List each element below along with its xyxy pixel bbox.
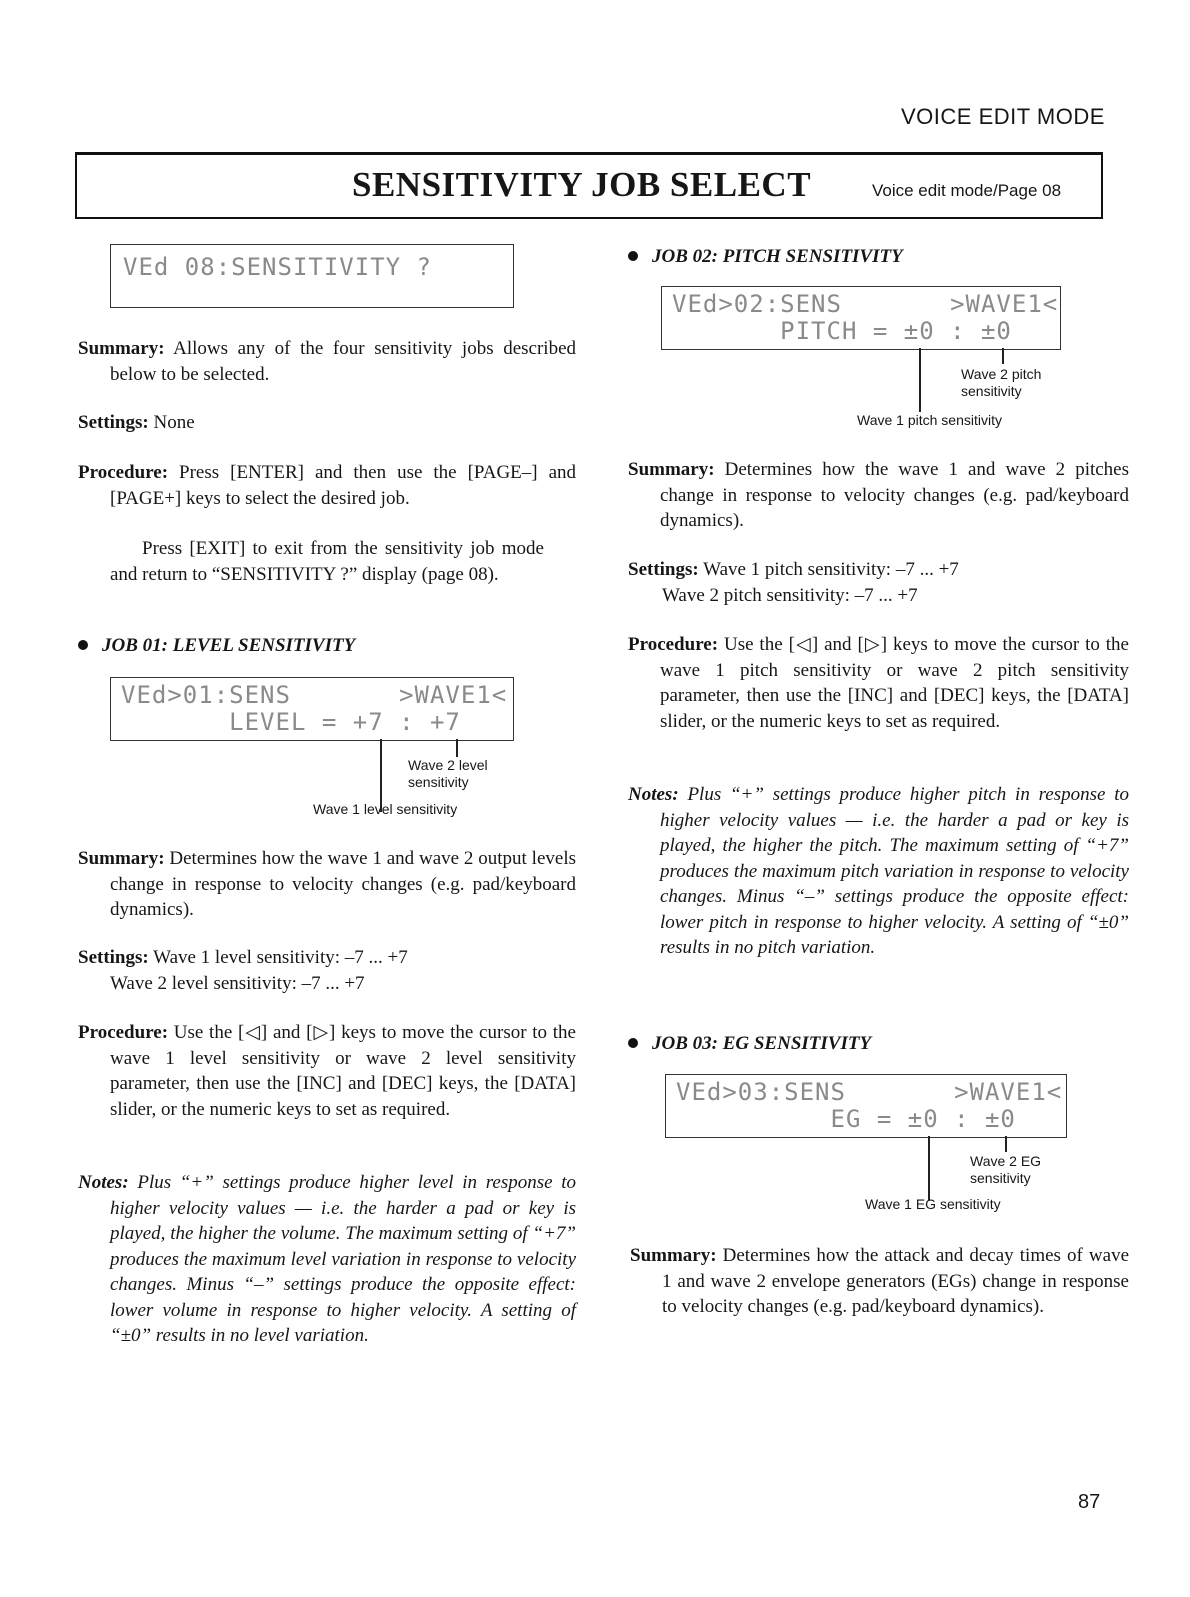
lcd-display-job02 [661,286,1061,350]
callout-wave2-line2: sensitivity [970,1170,1031,1186]
job03-heading-text: JOB 03: EG SENSITIVITY [652,1033,872,1054]
bullet-icon [628,251,638,261]
job02-heading-text: JOB 02: PITCH SENSITIVITY [652,246,903,267]
summary-text: Allows any of the four sensitivity jobs described below to be selected. [110,338,576,385]
callout-wave2-line1: Wave 2 EG [970,1153,1042,1169]
callout-wave2 [961,366,1041,400]
job02-notes [628,782,1129,961]
lcd-line: VEd 08:SENSITIVITY ? [123,253,432,281]
procedure-paragraph [78,460,576,511]
procedure-text: Press [ENTER] and then use the [PAGE–] and [PAGE+] keys to select the desired job. [110,462,577,509]
job03-summary [630,1243,1129,1320]
callout-line-wave1 [919,348,921,412]
job01-procedure [78,1020,576,1122]
lcd-line-1: VEd>01:SENS >WAVE1< [121,681,508,709]
summary-paragraph [78,336,576,387]
bullet-icon [78,640,88,650]
summary-label: Summary: [78,338,165,359]
settings-label: Settings: [628,559,699,580]
page-title: SENSITIVITY JOB SELECT [352,165,812,204]
settings-line2: Wave 2 pitch sensitivity: –7 ... +7 [662,584,918,606]
lcd-line-2: LEVEL = +7 : +7 [121,708,461,736]
settings-text: None [153,412,195,433]
notes-label: Notes: [628,784,679,805]
procedure-paragraph-2: Press [EXIT] to exit from the sensitivity job mode and return to “SENSITIVITY ?” display (page 08). [110,538,544,585]
callout-wave2-line1: Wave 2 level [408,757,488,773]
callout-wave2-line1: Wave 2 pitch [961,366,1042,382]
section-heading: VOICE EDIT MODE [901,104,1105,129]
job02-procedure [628,632,1129,734]
summary-text: Determines how the wave 1 and wave 2 pitches change in response to velocity changes (e.g. pad/keyboard dynamics). [660,459,1130,531]
summary-label: Summary: [628,459,715,480]
summary-text: Determines how the wave 1 and wave 2 output levels change in response to velocity changes (e.g. pad/keyboard dynamics). [110,848,576,920]
job02-heading [628,246,903,268]
callout-wave2 [408,757,488,791]
callout-line-wave1 [928,1136,930,1200]
job03-heading [628,1033,871,1055]
settings-line1: Wave 1 pitch sensitivity: –7 ... +7 [703,559,959,580]
job02-settings [628,557,1097,608]
notes-text: Plus “+” settings produce higher level in response to higher velocity values — i.e. the harder a pad or key is played, the higher the volume. The maximum setting of “+7” produces the maximum level variation in response to velocity changes. Minus “–” settings produce the opposite effect: lower volume in response to higher velocity. A setting of “±0” results in no level variation. [110,1172,576,1346]
lcd-display-job03 [665,1074,1067,1138]
callout-wave2 [970,1153,1041,1187]
notes-text: Plus “+” settings produce higher pitch in response to higher velocity values — i.e. the harder a pad or key is played, the higher the pitch. The maximum setting of “+7” produces the maximum pitch variation in response to velocity changes. Minus “–” settings produce the opposite effect: lower pitch in response to higher velocity. A setting of “±0” results in no pitch variation. [660,784,1129,958]
lcd-line-1: VEd>03:SENS >WAVE1< [676,1078,1063,1106]
job01-settings [78,945,544,996]
lcd-display-main [110,244,514,308]
page-subtitle: Voice edit mode/Page 08 [872,181,1062,200]
notes-label: Notes: [78,1172,129,1193]
summary-text: Determines how the attack and decay times of wave 1 and wave 2 envelope generators (EGs) change in response to velocity changes (e.g. pad/keyboard dynamics). [662,1245,1130,1317]
title-box [75,152,1103,219]
callout-wave1: Wave 1 level sensitivity [313,801,458,817]
callout-wave1: Wave 1 EG sensitivity [865,1196,1001,1212]
callout-wave2-line2: sensitivity [961,383,1022,399]
bullet-icon [628,1038,638,1048]
callout-line-wave2 [456,739,458,757]
job01-notes [78,1170,576,1349]
settings-paragraph [78,410,544,436]
callout-line-wave2 [1005,1136,1007,1152]
procedure-text: Use the [◁] and [▷] keys to move the cursor to the wave 1 level sensitivity or wave 2 level sensitivity parameter, then use the [INC] and [DEC] keys, the [DATA] slider, or the numeric keys to set as required. [110,1022,576,1120]
callout-wave1: Wave 1 pitch sensitivity [857,412,1002,428]
job02-summary [628,457,1129,534]
lcd-line-1: VEd>02:SENS >WAVE1< [672,290,1059,318]
settings-line2: Wave 2 level sensitivity: –7 ... +7 [110,972,365,994]
procedure-label: Procedure: [78,462,169,483]
settings-line1: Wave 1 level sensitivity: –7 ... +7 [153,947,408,968]
settings-label: Settings: [78,412,149,433]
summary-label: Summary: [78,848,165,869]
job01-heading [78,635,355,657]
procedure-text: Use the [◁] and [▷] keys to move the cursor to the wave 1 pitch sensitivity or wave 2 pitch sensitivity parameter, then use the [INC] and [DEC] keys, the [DATA] slider, or the numeric keys to set as required. [660,634,1129,732]
settings-label: Settings: [78,947,149,968]
callout-wave2-line2: sensitivity [408,774,469,790]
job01-heading-text: JOB 01: LEVEL SENSITIVITY [102,635,356,656]
lcd-line-2: EG = ±0 : ±0 [676,1105,1016,1133]
procedure-label: Procedure: [78,1022,169,1043]
procedure-label: Procedure: [628,634,719,655]
lcd-display-job01 [110,677,514,741]
callout-line-wave2 [1002,348,1004,364]
job01-summary [78,846,576,923]
lcd-line-2: PITCH = ±0 : ±0 [672,317,1012,345]
summary-label: Summary: [630,1245,717,1266]
page-number: 87 [1078,1491,1101,1513]
